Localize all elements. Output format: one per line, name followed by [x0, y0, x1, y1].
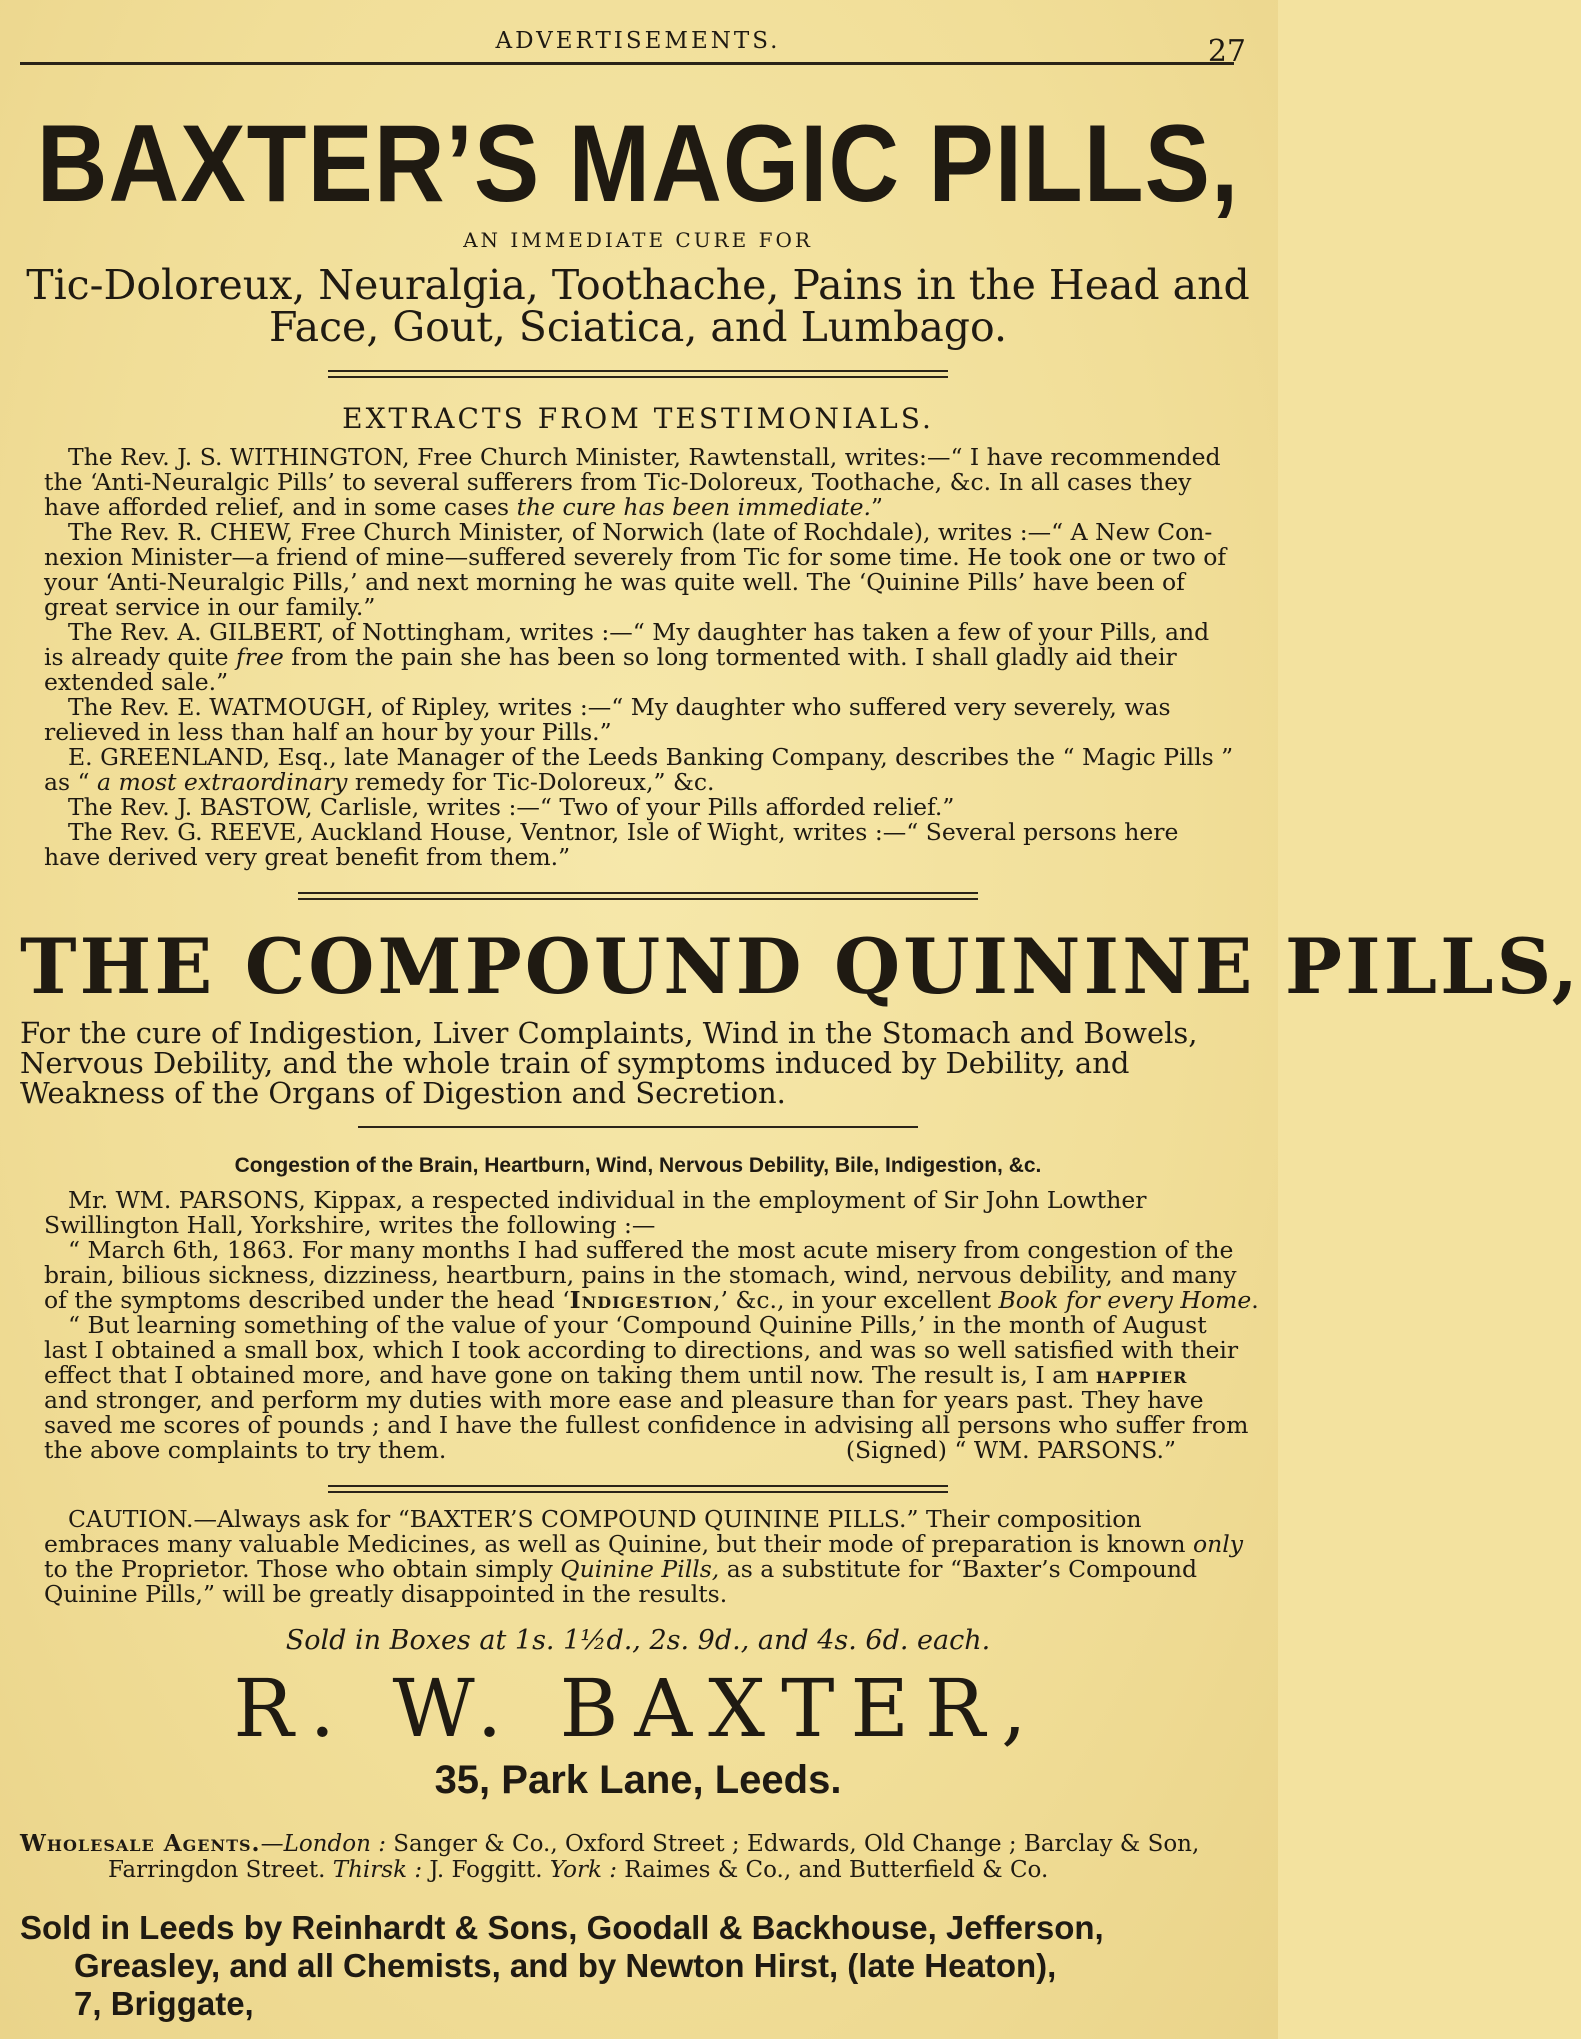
text-line: have derived very great benefit from them.” — [44, 843, 571, 871]
magic-pills-title: BAXTER’S MAGIC PILLS, — [36, 101, 1240, 225]
text-line: The Rev. J. S. WITHINGTON, Free Church Minister, Rawtenstall, writes:—“ I have recommended — [68, 443, 1221, 471]
leeds-stockists — [20, 1909, 1256, 2023]
divider — [298, 892, 978, 900]
text-line: the above complaints to try them. (Signed) “ WM. PARSONS.” — [44, 1436, 1176, 1464]
text-line: Nervous Debility, and the whole train of symptoms induced by Debility, and — [20, 1046, 1130, 1080]
proprietor-name: R. W. BAXTER, — [233, 1662, 1043, 1755]
text-line: brain, bilious sickness, dizziness, heartburn, pains in the stomach, wind, nervous debility, and many — [44, 1261, 1237, 1289]
text-line: The Rev. E. WATMOUGH, of Ripley, writes :—“ My daughter who suffered very severely, was — [68, 693, 1171, 721]
price-line: Sold in Boxes at 1s. 1½d., 2s. 9d., and 4s. 6d. each. — [285, 1625, 991, 1656]
text-line: Farringdon Street. Thirsk : J. Foggitt. York : Raimes & Co., and Butterfield & Co. — [108, 1857, 1049, 1883]
text-line: is already quite free from the pain she has been so long tormented with. I shall gladly aid their — [44, 643, 1177, 671]
text-line: the ‘Anti-Neuralgic Pills’ to several sufferers from Tic-Doloreux, Toothache, &c. In all cases they — [44, 468, 1192, 496]
proprietor-address: 35, Park Lane, Leeds. — [434, 1758, 842, 1802]
testimonial — [20, 445, 1256, 520]
wholesale-agents — [20, 1831, 1256, 1883]
paragraph — [20, 1188, 1256, 1238]
text-line: Greasley, and all Chemists, and by Newton Hirst, (late Heaton), — [74, 1947, 1057, 1984]
text-line: Sold in Leeds by Reinhardt & Sons, Goodall & Backhouse, Jefferson, — [20, 1909, 1104, 1946]
testimonial — [20, 520, 1256, 620]
text-line: “ But learning something of the value of your ‘Compound Quinine Pills,’ in the month of August — [68, 1311, 1207, 1339]
ailments-line: Tic-Doloreux, Neuralgia, Toothache, Pains in the Head and — [26, 261, 1250, 309]
text-line: “ March 6th, 1863. For many months I had suffered the most acute misery from congestion of the — [68, 1236, 1234, 1264]
testimonials-heading: EXTRACTS FROM TESTIMONIALS. — [342, 402, 934, 435]
divider — [328, 1485, 948, 1493]
text-line: effect that I obtained more, and have gone on taking them until now. The result is, I am happier — [44, 1361, 1188, 1389]
testimonial — [20, 795, 1256, 820]
text-line: great service in our family.” — [44, 593, 376, 621]
text-line: relieved in less than half an hour by your Pills.” — [44, 718, 612, 746]
divider — [358, 1126, 918, 1128]
text-line: Wholesale Agents.—London : Sanger & Co., Oxford Street ; Edwards, Old Change ; Barclay & Son, — [20, 1830, 1200, 1857]
text-line: of the symptoms described under the head ‘Indigestion,’ &c., in your excellent Book for every Home. — [44, 1286, 1259, 1314]
text-line: to the Proprietor. Those who obtain simply Quinine Pills, as a substitute for “Baxter’s Compound — [44, 1555, 1198, 1583]
ailments-list — [20, 261, 1256, 351]
text-line: extended sale.” — [44, 668, 229, 696]
testimonial — [20, 695, 1256, 745]
divider — [328, 370, 948, 378]
text-line: The Rev. J. BASTOW, Carlisle, writes :—“ Two of your Pills afforded relief.” — [68, 793, 955, 821]
parsons-testimonial — [20, 1186, 1259, 1464]
caution-notice — [20, 1507, 1256, 1607]
paragraph — [20, 1313, 1256, 1463]
ailments-line: Face, Gout, Sciatica, and Lumbago. — [268, 303, 1008, 351]
text-line: embraces many valuable Medicines, as well as Quinine, but their mode of preparation is known only — [44, 1530, 1244, 1558]
paragraph — [20, 1236, 1259, 1314]
text-line: saved me scores of pounds ; and I have the fullest confidence in advising all persons who suffer from — [44, 1411, 1249, 1439]
text-line: E. GREENLAND, Esq., late Manager of the Leeds Banking Company, describes the “ Magic Pills ” — [68, 743, 1234, 771]
text-line: Quinine Pills,” will be greatly disappointed in the results. — [44, 1580, 728, 1608]
text-line: nexion Minister—a friend of mine—suffered severely from Tic for some time. He took one or two of — [44, 543, 1227, 571]
text-line: The Rev. R. CHEW, Free Church Minister, of Norwich (late of Rochdale), writes :—“ A New Con- — [68, 518, 1213, 546]
testimonials — [20, 445, 1256, 870]
header-rule — [20, 62, 1234, 65]
text-line: Swillington Hall, Yorkshire, writes the following :— — [44, 1211, 656, 1239]
text-line: have afforded relief, and in some cases the cure has been immediate.” — [44, 493, 883, 521]
page-number: 27 — [1207, 34, 1246, 69]
text-line: 7, Briggate, — [74, 1985, 254, 2022]
testimonial — [20, 745, 1256, 795]
text-line: For the cure of Indigestion, Liver Complaints, Wind in the Stomach and Bowels, — [20, 1016, 1198, 1050]
congestion-heading: Congestion of the Brain, Heartburn, Wind, Nervous Debility, Bile, Indigestion, &c. — [234, 1154, 1042, 1177]
testimonial — [20, 620, 1256, 695]
text-line: last I obtained a small box, which I took according to directions, and was so well satisfied with their — [44, 1336, 1239, 1364]
text-line: The Rev. G. REEVE, Auckland House, Ventnor, Isle of Wight, writes :—“ Several persons here — [68, 818, 1179, 846]
quinine-pills-title: THE COMPOUND QUININE PILLS, — [20, 922, 1581, 1011]
text-line: The Rev. A. GILBERT, of Nottingham, writes :—“ My daughter has taken a few of your Pills, and — [68, 618, 1210, 646]
quinine-cure-description — [20, 1018, 1256, 1108]
text-line: CAUTION.—Always ask for “BAXTER’S COMPOUND QUININE PILLS.” Their composition — [68, 1505, 1142, 1533]
running-header — [20, 0, 1256, 69]
text-line: Mr. WM. PARSONS, Kippax, a respected individual in the employment of Sir John Lowther — [68, 1186, 1147, 1214]
text-line: and stronger, and perform my duties with more ease and pleasure than for years past. They have — [44, 1386, 1204, 1414]
immediate-cure-subtitle: AN IMMEDIATE CURE FOR — [463, 228, 813, 252]
text-line: as “ a most extraordinary remedy for Tic-Doloreux,” &c. — [44, 768, 715, 796]
text-line: your ‘Anti-Neuralgic Pills,’ and next morning he was quite well. The ‘Quinine Pills’ have been of — [44, 568, 1185, 596]
paragraph — [20, 1507, 1256, 1607]
text-line: Weakness of the Organs of Digestion and Secretion. — [20, 1076, 786, 1110]
testimonial — [20, 820, 1256, 870]
running-title: ADVERTISEMENTS. — [495, 28, 781, 54]
